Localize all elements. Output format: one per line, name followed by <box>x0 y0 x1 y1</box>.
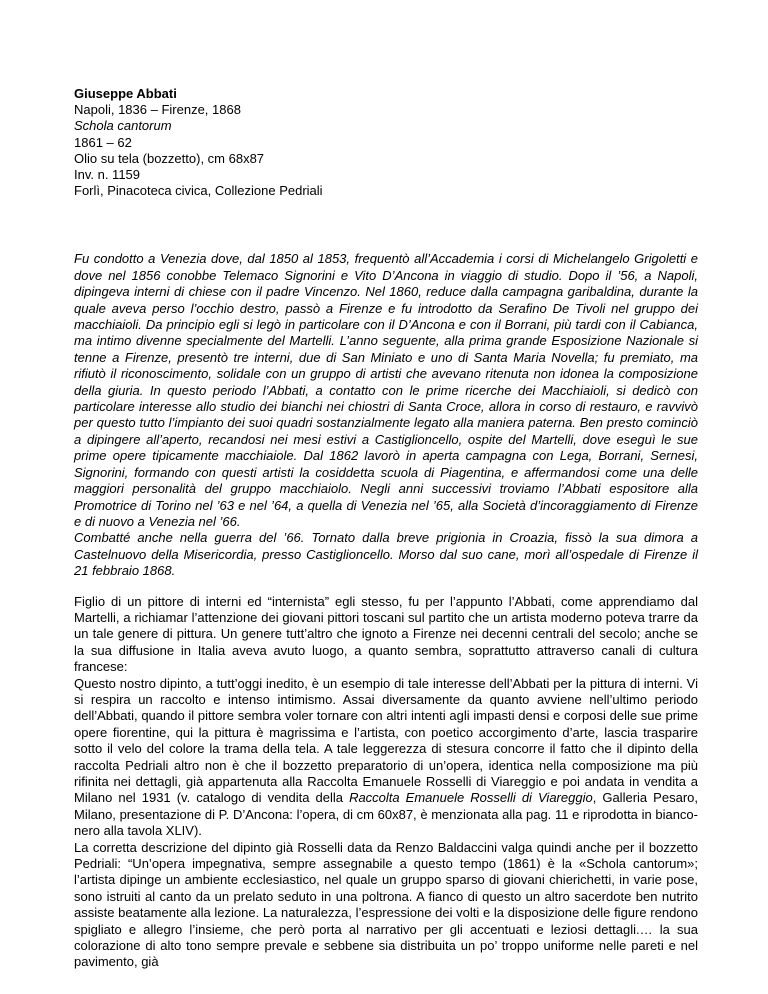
biography-paragraph: Combatté anche nella guerra del ’66. Tornato dalla breve prigionia in Croazia, fissò la sua dimora a Castelnuovo della Misericordia, presso Castiglioncello. Morso dal suo cane, morì all’ospedale di Firenze il 21 febbraio 1868. <box>74 530 698 579</box>
artist-name: Giuseppe Abbati <box>74 86 177 101</box>
inventory-number: Inv. n. 1159 <box>74 167 141 183</box>
essay-text: Questo nostro dipinto, a tutt’oggi inedito, è un esempio di tale interesse dell’Abbati per la pittura di interni. Vi si respira un raccolto e intenso intimismo. Assai diversamente da quanto avviene nell’ultimo periodo dell’Abbati, quando il pittore sembra voler tornare con altri intenti agli impasti densi e corposi delle sue prime opere fiorentine, qui la pittura è magrissima e l’artista, con poetico accorgimento d’arte, lascia trasparire sotto il velo del colore la trama della tela. A tale leggerezza di stesura concorre il fatto che il dipinto della raccolta Pedriali altro non è che il bozzetto preparatorio di un’opera, identica nella composizione ma più rifinita nei dettagli, già appartenuta alla Raccolta Emanuele Rosselli di Viareggio e poi andata in vendita a Milano nel 1931 (v. catalogo di vendita della <box>74 675 698 806</box>
artwork-location: Forlì, Pinacoteca civica, Collezione Pedriali <box>74 183 323 199</box>
artist-lifespan: Napoli, 1836 – Firenze, 1868 <box>74 102 241 118</box>
document-page <box>74 86 698 971</box>
essay-paragraph <box>74 676 698 840</box>
catalog-title: Raccolta Emanuele Rosselli di Viareggio <box>349 790 593 806</box>
artwork-date: 1861 – 62 <box>74 134 132 150</box>
artwork-medium: Olio su tela (bozzetto), cm 68x87 <box>74 150 265 166</box>
essay-paragraph: Figlio di un pittore di interni ed “internista” egli stesso, fu per l’appunto l’Abbati, come apprendiamo dal Martelli, a richiamar l’attenzione dei giovani pittori toscani sul partito che un artista moderno poteva trarre da un tale genere di pittura. Un genere tutt’altro che ignoto a Firenze nei decenni centrali del secolo; anche se la sua diffusione in Italia aveva avuto luogo, a quanto sembra, soprattutto attraverso canali di cultura francese: <box>74 593 698 675</box>
essay-paragraph: La corretta descrizione del dipinto già Rosselli data da Renzo Baldaccini valga quindi anche per il bozzetto Pedriali: “Un’opera impegnativa, sempre assegnabile a questo tempo (1861) è la «Schola cantorum»; l’artista dipinge un ambiente ecclesiastico, nel quale un gruppo sparso di giovani chierichetti, in varie pose, sono istruiti al canto da un prelato seduto in una poltrona. A fianco di questo un altro sacerdote ben nutrito assiste beatamente alla lezione. La naturalezza, l’espressione dei volti e la disposizione delle figure rendono spigliato e allegro l’insieme, che però porta al narrativo per gli accentuati e leziosi dettagli.… la sua colorazione di alto tono sempre prevale e sebbene sia distribuita un po’ troppo uniforme nelle pareti e nel pavimento, già <box>74 839 698 970</box>
essay-text: , Galleria Pesaro, Milano, presentazione di P. D’Ancona: l’opera, di cm 60x87, è menzionata alla pag. 11 e riprodotta in bianco- nero alla tavola XLIV). <box>74 790 698 839</box>
biography-paragraph: Fu condotto a Venezia dove, dal 1850 al 1853, frequentò all’Accademia i corsi di Michelangelo Grigoletti e dove nel 1856 conobbe Telemaco Signorini e Vito D’Ancona in viaggio di studio. Dopo il ’56, a Napoli, dipingeva interni di chiese con il padre Vincenzo. Nel 1860, reduce dalla campagna garibaldina, durante la quale aveva perso l’occhio destro, passò a Firenze e fu introdotto da Serafino De Tivoli nel gruppo dei macchiaioli. Da principio egli si legò in particolare con il D’Ancona e con il Borrani, più tardi con il Cabianca, ma intimo divenne specialmente del Martelli. L’anno seguente, alla prima grande Esposizione Nazionale si tenne a Firenze, presentò tre interni, due di San Miniato e uno di Santa Maria Novella; fu premiato, ma rifiutò il riconoscimento, solidale con un gruppo di artisti che avevano ritenuta non idonea la composizione della giuria. In questo periodo l’Abbati, a contatto con le prime ricerche dei Macchiaioli, si dedicò con particolare interesse allo studio dei bianchi nei chiostri di Santa Croce, allora in corso di restauro, e ravvivò per questo tutto l’impianto dei suoi quadri sostanzialmente legato alla maniera paterna. Ben presto cominciò a dipingere all’aperto, recandosi nei mesi estivi a Castiglioncello, ospite del Martelli, dove eseguì le sue prime opere tipicamente macchiaiole. Dal 1862 lavorò in aperta campagna con Lega, Borrani, Sernesi, Signorini, formando con questi artisti la cosiddetta scuola di Piagentina, e affermandosi come una delle maggiori personalità del gruppo macchiaiolo. Negli anni successivi troviamo l’Abbati espositore alla Promotrice di Torino nel ’63 e nel ’64, a quella di Venezia nel ’65, alla Società d’incoraggiamento di Firenze e di nuovo a Venezia nel ’66. <box>74 251 698 529</box>
artwork-title: Schola cantorum <box>74 118 172 134</box>
